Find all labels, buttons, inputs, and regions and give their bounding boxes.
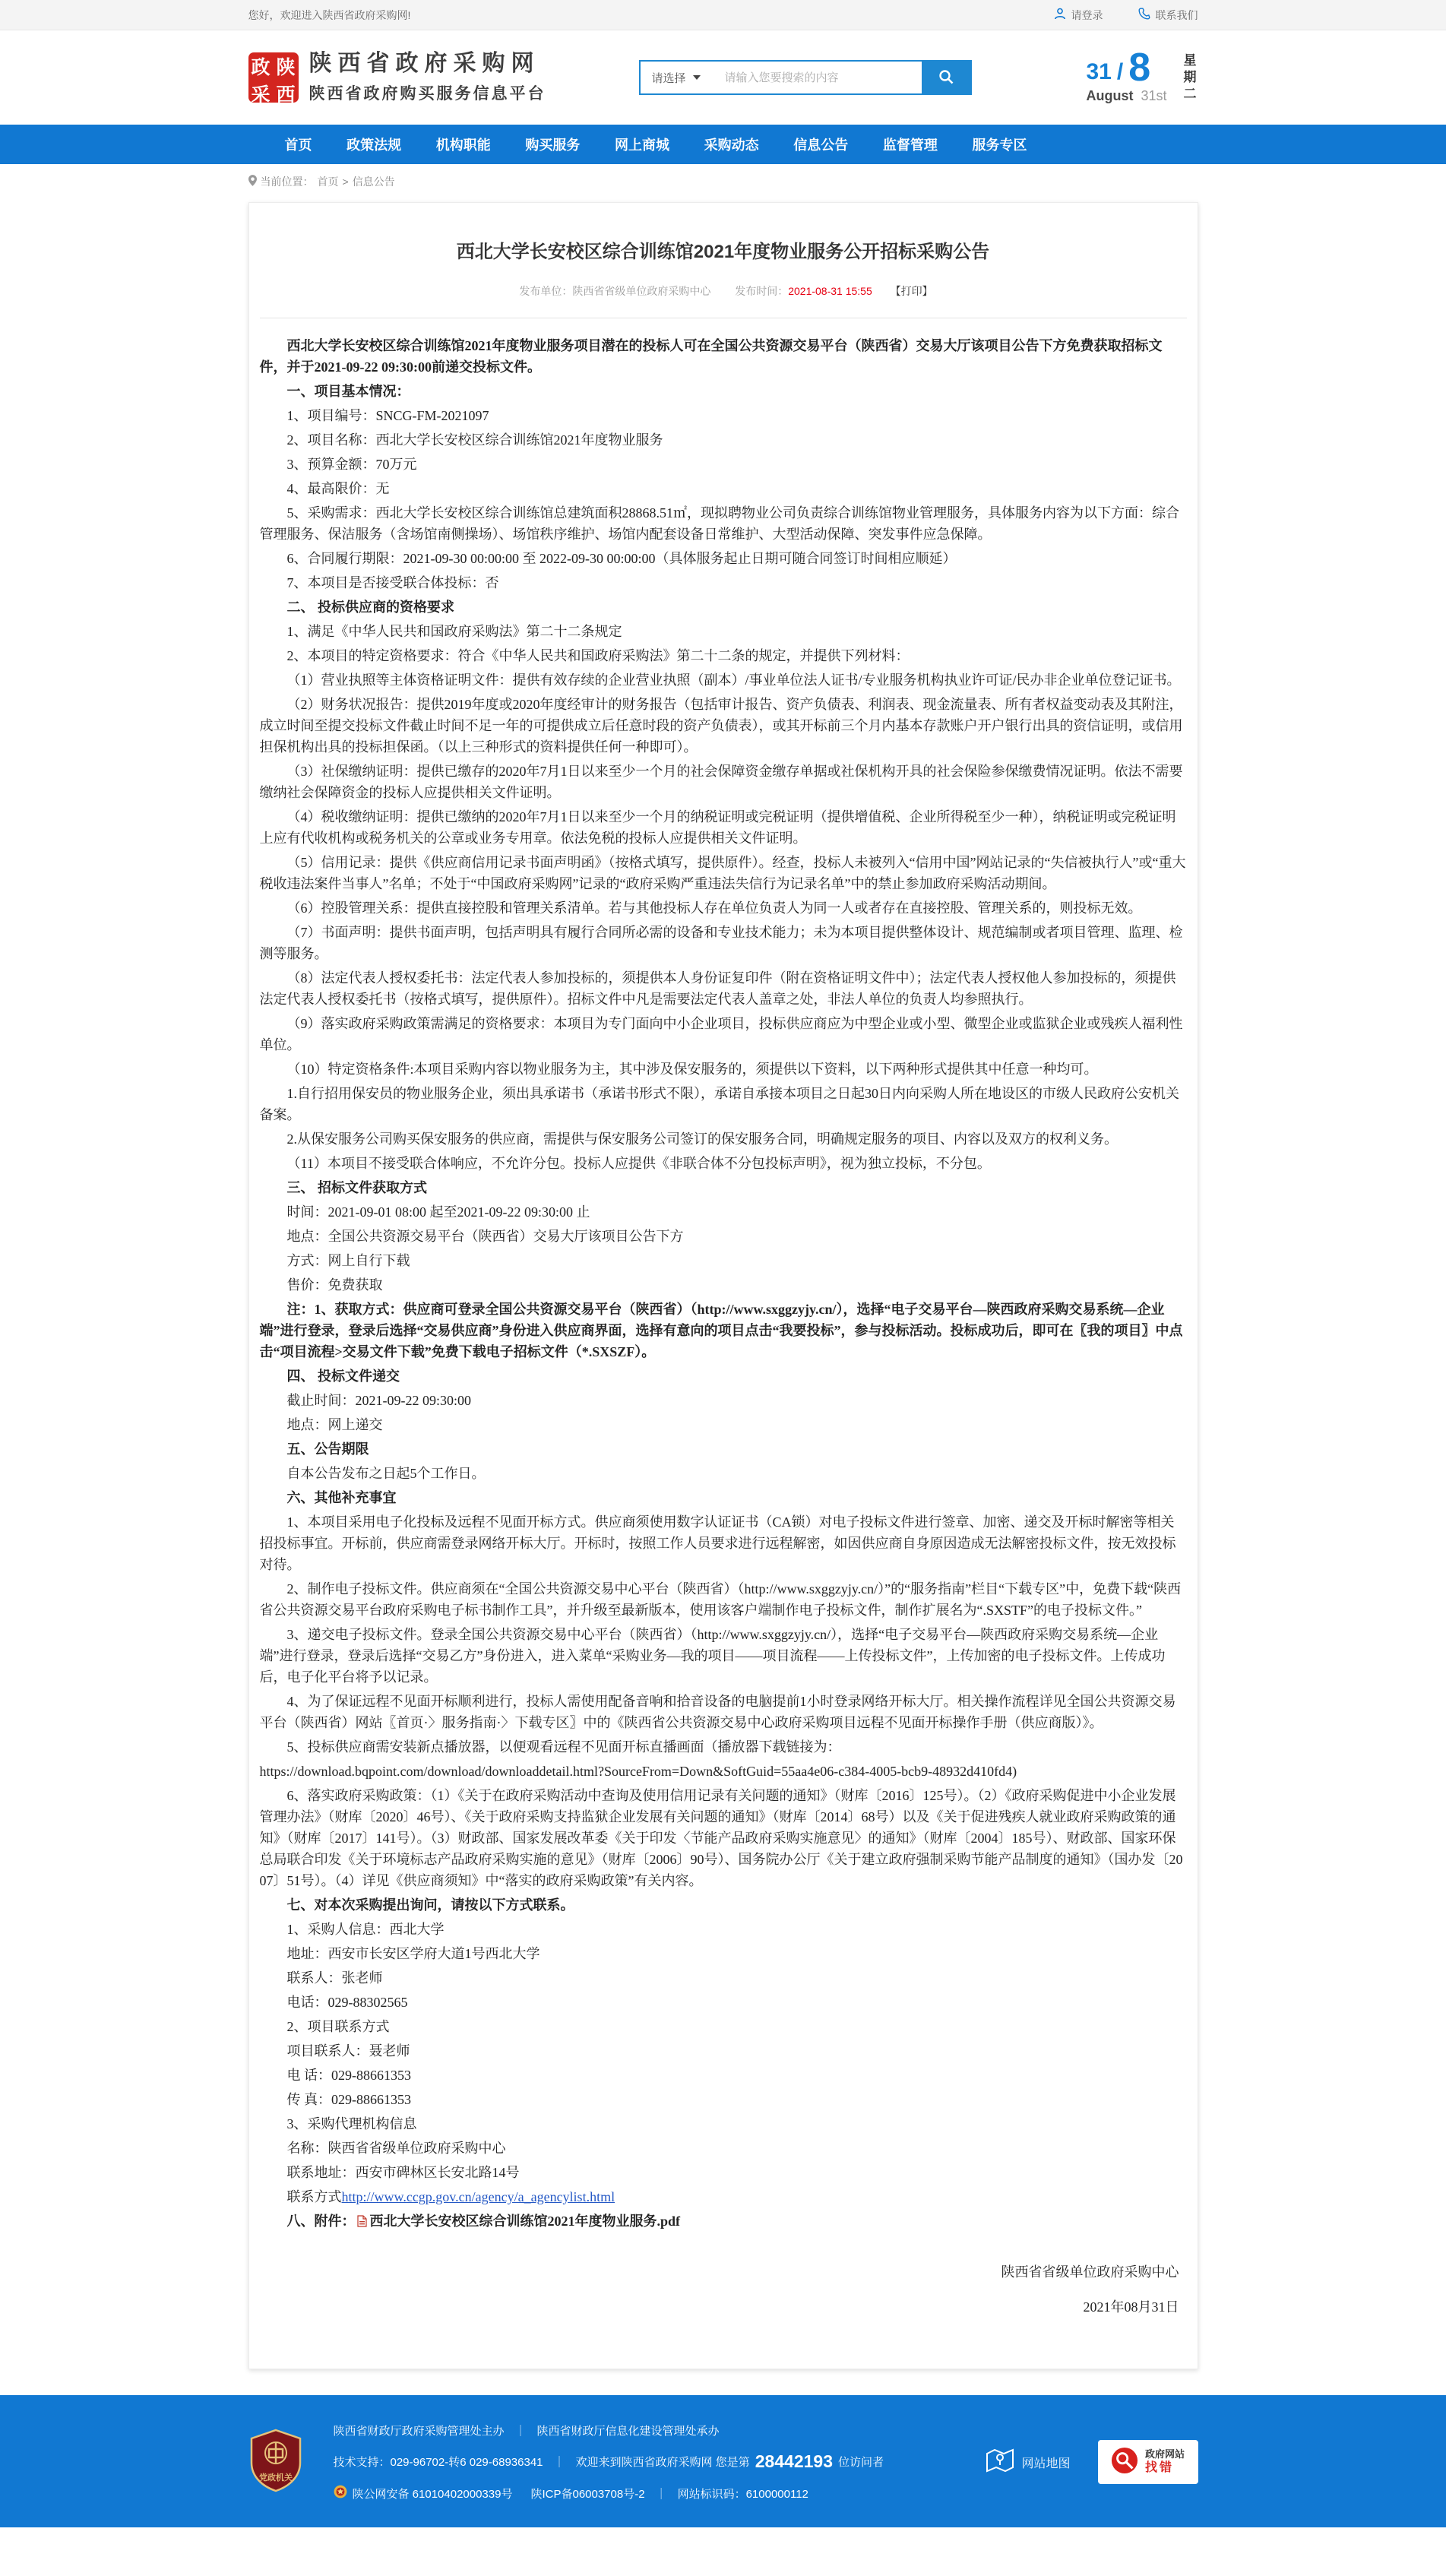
doc-paragraph: 名称：陕西省省级单位政府采购中心 bbox=[286, 2141, 506, 2156]
doc-paragraph: 3、采购代理机构信息 bbox=[286, 2116, 417, 2131]
announcement-card bbox=[248, 202, 1198, 2369]
signature-date: 2021年08月31日 bbox=[1083, 2299, 1179, 2315]
contact-us-link[interactable]: 联系我们 bbox=[1138, 8, 1198, 23]
doc-paragraph: 5、采购需求：西北大学长安校区综合训练馆总建筑面积28868.51㎡，现拟聘物业公司负责综合训练馆物业管理服务，具体服务内容为以下方面：综合管理服务、保洁服务（含场馆南侧操场）、场馆秩序维护、场馆内配套设备日常维护、大型活动保障、突发事件应急保障。 bbox=[259, 505, 1179, 542]
signature-org: 陕西省省级单位政府采购中心 bbox=[1001, 2264, 1179, 2280]
site-footer bbox=[0, 2395, 1446, 2527]
date-widget: 31 / 8 August 31st 星期二 bbox=[1086, 52, 1198, 104]
doc-paragraph: 地点：全国公共资源交易平台（陕西省）交易大厅该项目公告下方 bbox=[286, 1229, 684, 1244]
doc-paragraph: 时间：2021-09-01 08:00 起至2021-09-22 09:30:00 止 bbox=[286, 1204, 590, 1220]
doc-paragraph: 1、本项目采用电子化投标及远程不见面开标方式。供应商须使用数字认证证书（CA锁）对电子投标文件进行签章、加密、递交及开标时解密等相关招投标事宜。开标前，供应商需登录网络开标大厅。开标时，按照工作人员要求进行远程解密，如因供应商自身原因造成无法解密投标文件，按无效投标对待。 bbox=[259, 1514, 1176, 1572]
nav-item[interactable]: 机构职能 bbox=[435, 138, 491, 153]
doc-paragraph: 传 真：029-88661353 bbox=[286, 2092, 411, 2107]
doc-paragraph: （9）落实政府采购政策需满足的资格要求：本项目为专门面向中小企业项目，投标供应商应为中型企业或小型、微型企业或监狱企业或残疾人福利性单位。 bbox=[259, 1016, 1183, 1052]
doc-paragraph: 1、满足《中华人民共和国政府采购法》第二十二条规定 bbox=[286, 624, 622, 639]
doc-paragraph: 项目联系人：聂老师 bbox=[286, 2043, 410, 2059]
nav-item[interactable]: 监督管理 bbox=[882, 138, 938, 153]
nav-item[interactable]: 采购动态 bbox=[704, 138, 759, 153]
doc-paragraph: 七、对本次采购提出询问，请按以下方式联系。 bbox=[286, 1897, 574, 1913]
search-box bbox=[639, 60, 972, 95]
breadcrumb-row bbox=[0, 164, 1446, 196]
doc-paragraph: （6）控股管理关系：提供直接控股和管理关系清单。若与其他投标人存在单位负责人为同一人或者存在直接控股、管理关系的，则投标无效。 bbox=[286, 900, 1142, 916]
nav-item[interactable]: 购买服务 bbox=[525, 138, 581, 153]
user-icon bbox=[1054, 8, 1066, 22]
nav-item[interactable]: 首页 bbox=[284, 138, 312, 153]
doc-paragraph: （3）社保缴纳证明：提供已缴存的2020年7月1日以来至少一个月的社会保障资金缴存单据或社保机构开具的社会保险参保缴费情况证明。依法不需要缴纳社会保障资金的投标人应提供相关文件证明。 bbox=[259, 764, 1183, 800]
doc-paragraph: 联系地址：西安市碑林区长安北路14号 bbox=[286, 2165, 520, 2180]
nav-item[interactable]: 网上商城 bbox=[615, 138, 669, 153]
search-input[interactable] bbox=[720, 62, 922, 93]
doc-paragraph: 3、递交电子投标文件。登录全国公共资源交易中心平台（陕西省）（http://www.sxggzyjy.cn/），选择“电子交易平台—陕西政府采购交易系统—企业端”进行登录，登录后选择“交易乙方”身份进入，进入菜单“采购业务—我的项目——项目流程——上传投标文件”，上传加密的电子投标文件。上传成功后，电子化平台将予以记录。 bbox=[259, 1627, 1166, 1685]
doc-paragraph: 2.从保安服务公司购买保安服务的供应商，需提供与保安服务公司签订的保安服务合同，明确规定服务的项目、内容以及双方的权利义务。 bbox=[286, 1131, 1118, 1147]
breadcrumb: 当前位置： 首页 > 信息公告 bbox=[248, 174, 1198, 189]
top-utility-bar bbox=[0, 0, 1446, 30]
document-body bbox=[260, 335, 1187, 2183]
doc-paragraph: 2、项目名称：西北大学长安校区综合训练馆2021年度物业服务 bbox=[286, 432, 663, 448]
icp-record-link[interactable]: 陕ICP备06003708号-2 bbox=[530, 2487, 645, 2501]
doc-paragraph: （11）本项目不接受联合体响应，不允许分包。投标人应提供《非联合体不分包投标声明》，视为独立投标，不分包。 bbox=[286, 1156, 991, 1171]
site-error-report-badge[interactable]: 政府网站 找错 bbox=[1098, 2440, 1198, 2484]
police-record-link[interactable]: 陕公网安备 61010402000339号 bbox=[352, 2487, 513, 2501]
doc-paragraph: 1、采购人信息：西北大学 bbox=[286, 1922, 445, 1937]
publisher-name: 陕西省省级单位政府采购中心 bbox=[572, 285, 711, 297]
doc-paragraph: 自本公告发布之日起5个工作日。 bbox=[286, 1466, 486, 1481]
doc-paragraph: 一、项目基本情况： bbox=[286, 384, 410, 399]
print-button[interactable]: 【打印】 bbox=[886, 283, 938, 299]
nav-item[interactable]: 政策法规 bbox=[346, 138, 402, 153]
login-link[interactable]: 请登录 bbox=[1054, 8, 1103, 23]
breadcrumb-current: 信息公告 bbox=[352, 176, 395, 188]
doc-paragraph: 7、本项目是否接受联合体投标：否 bbox=[286, 575, 499, 590]
phone-icon bbox=[1138, 8, 1150, 22]
agency-contact-line: 联系方式http://www.ccgp.gov.cn/agency/a_agencylist.html bbox=[286, 2189, 615, 2204]
doc-paragraph: 2、项目联系方式 bbox=[286, 2019, 390, 2034]
visitor-count: 28442193 bbox=[755, 2451, 834, 2471]
nav-item[interactable]: 信息公告 bbox=[793, 138, 849, 153]
doc-paragraph: 1.自行招用保安员的物业服务企业，须出具承诺书（承诺书形式不限），承诺自承接本项目之日起30日内向采购人所在地设区的市级人民政府公安机关备案。 bbox=[259, 1086, 1179, 1122]
search-category-select[interactable]: 请选择 bbox=[641, 62, 720, 93]
doc-paragraph: 6、落实政府采购政策：（1）《关于在政府采购活动中查询及使用信用记录有关问题的通知》（财库〔2016〕125号）。（2）《政府采购促进中小企业发展管理办法》（财库〔2020〕46号）、《关于政府采购支持监狱企业发展有关问题的通知》（财库〔2014〕68号）以及《关于促进残疾人就业政府采购政策的通知》（财库〔2017〕141号）。（3）财政部、国家发展改革委《关于印发〈节能产品政府采购实施意见〉的通知》（财库〔2004〕185号）、财政部、国家环保总局联合印发《关于环境标志产品政府采购实施的意见》（财库〔2006〕90号）、国务院办公厅《关于建立政府强制采购节能产品制度的通知》（国办发〔2007〕51号）。（4）详见《供应商须知》中“落实的政府采购政策”有关内容。 bbox=[259, 1788, 1183, 1888]
doc-paragraph: 地点：网上递交 bbox=[286, 1417, 383, 1432]
agency-contact-link[interactable]: http://www.ccgp.gov.cn/agency/a_agencylist.html bbox=[341, 2189, 615, 2204]
doc-paragraph: 三、 招标文件获取方式 bbox=[286, 1180, 427, 1195]
doc-paragraph: 地址：西安市长安区学府大道1号西北大学 bbox=[286, 1946, 540, 1961]
doc-paragraph: 截止时间：2021-09-22 09:30:00 bbox=[286, 1393, 471, 1408]
doc-paragraph: 西北大学长安校区综合训练馆2021年度物业服务项目潜在的投标人可在全国公共资源交易平台（陕西省）交易大厅该项目公告下方免费获取招标文件，并于2021-09-22 09:30:00前递交投标文件。 bbox=[259, 338, 1163, 375]
doc-paragraph: 联系人：张老师 bbox=[286, 1970, 383, 1986]
sitemap-icon bbox=[986, 2448, 1014, 2477]
doc-paragraph: 五、公告期限 bbox=[286, 1441, 369, 1457]
pdf-file-icon bbox=[357, 2215, 367, 2230]
doc-paragraph: （8）法定代表人授权委托书：法定代表人参加投标的，须提供本人身份证复印件（附在资格证明文件中）；法定代表人授权他人参加投标的，须提供法定代表人授权委托书（按格式填写，提供原件）。招标文件中凡是需要法定代表人盖章之处，非法人单位的负责人均参照执行。 bbox=[259, 970, 1176, 1007]
sitemap-link[interactable]: 网站地图 bbox=[986, 2448, 1070, 2477]
doc-paragraph: 4、为了保证远程不见面开标顺利进行，投标人需使用配备音响和拾音设备的电脑提前1小时登录网络开标大厅。相关操作流程详见全国公共资源交易平台（陕西省）网站〖首页·〉服务指南·〉下载专区〗中的《陕西省公共资源交易中心政府采购项目远程不见面开标操作手册（供应商版）》。 bbox=[259, 1694, 1176, 1730]
doc-paragraph: 售价：免费获取 bbox=[286, 1277, 383, 1293]
doc-paragraph: （1）营业执照等主体资格证明文件：提供有效存续的企业营业执照（副本）/事业单位法人证书/专业服务机构执业许可证/民办非企业单位登记证书。 bbox=[286, 672, 1181, 688]
footer-support-line: 技术支持：029-96702-转6 029-68936341 ｜ 欢迎来到陕西省政府采购网 您是第 28442193 位访问者 bbox=[333, 2451, 884, 2471]
doc-paragraph: 2、制作电子投标文件。供应商须在“全国公共资源交易中心平台（陕西省）（http://www.sxggzyjy.cn/）”的“服务指南”栏目“下载专区”中，免费下载“陕西省公共资源交易平台政府采购电子标书制作工具”，并升级至最新版本，使用该客户端制作电子投标文件，制作扩展名为“.SXSTF”的电子投标文件。” bbox=[259, 1581, 1182, 1618]
signature-block bbox=[260, 2255, 1187, 2324]
site-code: 网站标识码：6100000112 bbox=[677, 2487, 808, 2501]
chevron-down-icon bbox=[693, 75, 701, 80]
doc-paragraph: 4、最高限价：无 bbox=[286, 481, 390, 496]
doc-paragraph: 四、 投标文件递交 bbox=[286, 1369, 400, 1384]
error-report-icon bbox=[1111, 2447, 1138, 2478]
doc-paragraph: （10）特定资格条件:本项目采购内容以物业服务为主，其中涉及保安服务的，须提供以下资料，以下两种形式提供其中任意一种均可。 bbox=[286, 1062, 1098, 1077]
doc-paragraph: 方式：网上自行下载 bbox=[286, 1253, 410, 1268]
doc-paragraph: 2、本项目的特定资格要求：符合《中华人民共和国政府采购法》第二十二条的规定，并提供下列材料： bbox=[286, 648, 910, 663]
welcome-greeting: 您好，欢迎进入陕西省政府采购网! bbox=[248, 8, 411, 21]
doc-paragraph: （5）信用记录：提供《供应商信用记录书面声明函》（按格式填写，提供原件）。经查，投标人未被列入“信用中国”网站记录的“失信被执行人”或“重大税收违法案件当事人”名单；不处于“中国政府采购网”记录的“政府采购严重违法失信行为记录名单”中的禁止参加政府采购活动期间。 bbox=[259, 855, 1186, 891]
attachment-line: 八、附件： 西北大学长安校区综合训练馆2021年度物业服务.pdf bbox=[286, 2214, 681, 2229]
doc-paragraph: 电话：029-88302565 bbox=[286, 1995, 408, 2010]
attachment-link[interactable]: 西北大学长安校区综合训练馆2021年度物业服务.pdf bbox=[369, 2214, 681, 2229]
page-title: 西北大学长安校区综合训练馆2021年度物业服务公开招标采购公告 bbox=[456, 242, 990, 262]
search-button[interactable] bbox=[922, 62, 970, 93]
site-header bbox=[0, 30, 1446, 125]
doc-paragraph: 六、其他补充事宜 bbox=[286, 1490, 397, 1505]
svg-text:党政机关: 党政机关 bbox=[258, 2473, 293, 2483]
doc-paragraph: 6、合同履行期限：2021-09-30 00:00:00 至 2022-09-30 00:00:00（具体服务起止日期可随合同签订时间相应顺延） bbox=[286, 551, 957, 566]
doc-paragraph: 二、 投标供应商的资格要求 bbox=[286, 600, 454, 615]
police-badge-icon bbox=[334, 2485, 347, 2502]
site-name: 陕西省政府采购网 bbox=[309, 51, 540, 77]
search-icon bbox=[938, 68, 954, 87]
doc-paragraph: （4）税收缴纳证明：提供已缴纳的2020年7月1日以来至少一个月的纳税证明或完税证明（提供增值税、企业所得税至少一种），纳税证明或完税证明上应有代收机构或税务机关的公章或业务专用章。依法免税的投标人应提供相关文件证明。 bbox=[259, 809, 1176, 846]
site-title-block bbox=[309, 51, 546, 104]
location-pin-icon bbox=[248, 175, 257, 188]
doc-paragraph: 1、项目编号：SNCG-FM-2021097 bbox=[286, 408, 489, 423]
doc-paragraph: 注：1、获取方式：供应商可登录全国公共资源交易平台（陕西省）（http://www.sxggzyjy.cn/），选择“电子交易平台—陕西政府采购交易系统—企业端”进行登录，登录后选择“交易供应商”身份进入供应商界面，选择有意向的项目点击“我要投标”，参与投标活动。投标成功后，即可在〖我的项目〗中点击“项目流程>交易文件下载”免费下载电子招标文件（*.SXSZF）。 bbox=[259, 1302, 1183, 1359]
nav-menu bbox=[248, 125, 1198, 164]
government-emblem-icon bbox=[248, 2429, 303, 2496]
footer-organizer-line: 陕西省财政厅政府采购管理处主办 ｜ 陕西省财政厅信息化建设管理处承办 bbox=[333, 2425, 720, 2438]
article-meta: 发布单位：陕西省省级单位政府采购中心 发布时间：2021-08-31 15:55 【打印】 bbox=[260, 283, 1187, 318]
doc-paragraph: 电 话：029-88661353 bbox=[286, 2068, 411, 2083]
document-body-extra bbox=[260, 2186, 1187, 2233]
doc-paragraph: 3、预算金额：70万元 bbox=[286, 457, 417, 472]
doc-paragraph: （2）财务状况报告：提供2019年度或2020年度经审计的财务报告（包括审计报告、资产负债表、利润表、现金流量表、所有者权益变动表及其附注，成立时间至提交投标文件截止时间不足一年的可提供成立后任意时段的资产负债表），或其开标前三个月内基本存款账户开户银行出具的资信证明，或信用担保机构出具的投标担保函。（以上三种形式的资料提供任何一种即可）。 bbox=[259, 697, 1183, 755]
site-subtitle: 陕西省政府购买服务信息平台 bbox=[309, 84, 546, 103]
doc-paragraph: https://download.bqpoint.com/download/downloaddetail.html?SourceFrom=Down&SoftGuid=55aa4e06-c384-4005-bcb9-48932d410fd4) bbox=[259, 1764, 1017, 1779]
breadcrumb-home-link[interactable]: 首页 bbox=[317, 176, 339, 188]
site-logo[interactable]: 政 陕 采 西 bbox=[248, 52, 299, 103]
nav-item[interactable]: 服务专区 bbox=[972, 138, 1027, 153]
doc-paragraph: 5、投标供应商需安装新点播放器，以便观看远程不见面开标直播画面（播放器下载链接为： bbox=[286, 1739, 841, 1755]
weekday-label: 星期二 bbox=[1181, 52, 1196, 103]
footer-record-line: 陕公网安备 61010402000339号 陕ICP备06003708号-2 ｜ 网站标识码：6100000112 bbox=[334, 2485, 971, 2502]
doc-paragraph: （7）书面声明：提供书面声明，包括声明具有履行合同所必需的设备和专业技术能力；未为本项目提供整体设计、规范编制或者项目管理、监理、检测等服务。 bbox=[259, 925, 1183, 961]
main-navigation bbox=[0, 125, 1446, 164]
publish-time: 2021-08-31 15:55 bbox=[788, 285, 872, 297]
